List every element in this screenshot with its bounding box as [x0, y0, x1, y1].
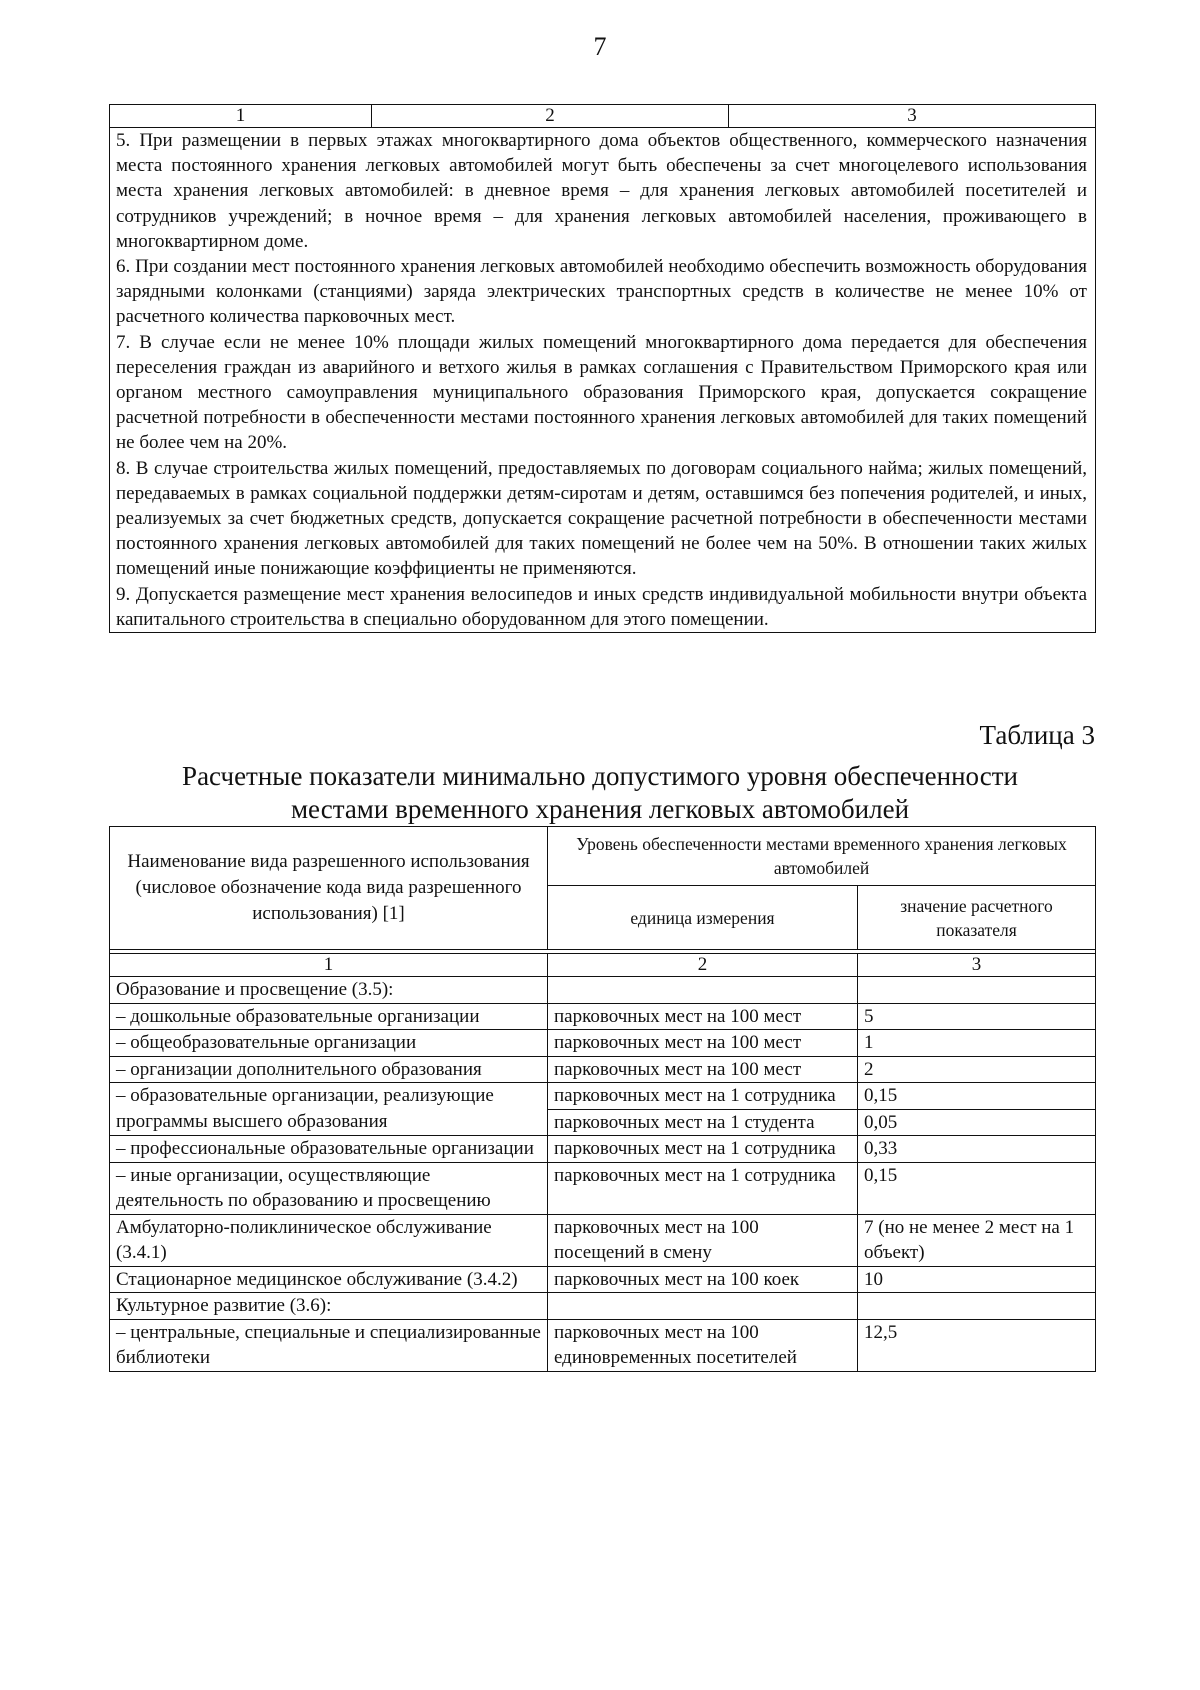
header-unit: единица измерения	[548, 886, 858, 950]
table-title-line-1: Расчетные показатели минимально допустимого уровня обеспеченности	[182, 761, 1018, 791]
row-unit: парковочных мест на 1 сотрудника	[548, 1083, 858, 1110]
row-value: 1	[858, 1030, 1096, 1057]
row-name: – образовательные организации, реализующие программы высшего образования	[110, 1083, 548, 1136]
table-row	[110, 1214, 1096, 1266]
row-name: – профессиональные образовательные организации	[110, 1136, 548, 1163]
header-provision-level: Уровень обеспеченности местами временного хранения легковых автомобилей	[548, 827, 1096, 886]
row-value	[858, 977, 1096, 1004]
row-value	[858, 1293, 1096, 1320]
note-8: 8. В случае строительства жилых помещений, предоставляемых по договорам социального найма; жилых помещений, передаваемых в рамках социальной поддержки детям-сиротам и детям, оставшимся без попечения родителей, и иных, реализуемых за счет бюджетных средств, допускается сокращение расчетной потребности в обеспеченности местами постоянного хранения легковых автомобилей для таких помещений не более чем на 50%. В отношении таких жилых помещений иные понижающие коэффициенты не применяются.	[116, 457, 1087, 580]
column-number-row	[110, 105, 1096, 128]
row-value: 2	[858, 1056, 1096, 1083]
row-name: Амбулаторно-поликлиническое обслуживание (3.4.1)	[110, 1214, 548, 1266]
row-value: 0,05	[858, 1109, 1096, 1136]
table-row	[110, 1266, 1096, 1293]
column-number-row	[110, 954, 1096, 977]
row-unit: парковочных мест на 1 сотрудника	[548, 1136, 858, 1163]
parking-table	[109, 826, 1096, 1372]
table-row	[110, 977, 1096, 1004]
header-use-type: Наименование вида разрешенного использования (числовое обозначение кода вида разрешенного использования) [1]	[110, 827, 548, 950]
notes-row	[110, 128, 1096, 633]
note-9: 9. Допускается размещение мест хранения велосипедов и иных средств индивидуальной мобильности внутри объекта капитального строительства в специально оборудованном для этого помещении.	[116, 583, 1087, 630]
row-value: 0,15	[858, 1083, 1096, 1110]
row-value: 12,5	[858, 1319, 1096, 1371]
table-row	[110, 1293, 1096, 1320]
table-title	[0, 760, 1200, 826]
col-number-3: 3	[729, 105, 1096, 128]
row-name: Культурное развитие (3.6):	[110, 1293, 548, 1320]
table-row	[110, 1162, 1096, 1214]
page-number: 7	[593, 32, 607, 61]
row-unit: парковочных мест на 100 коек	[548, 1266, 858, 1293]
row-value: 7 (но не менее 2 мест на 1 объект)	[858, 1214, 1096, 1266]
note-7: 7. В случае если не менее 10% площади жилых помещений многоквартирного дома передается для обеспечения переселения граждан из аварийного и ветхого жилья в рамках соглашения с Правительством Приморского края или органом местного самоуправления муниципального образования Приморского края, допускается сокращение расчетной потребности в обеспеченности местами постоянного хранения легковых автомобилей для таких помещений не более чем на 20%.	[116, 331, 1087, 454]
table-title-line-2: местами временного хранения легковых автомобилей	[290, 794, 910, 824]
table-row	[110, 1083, 1096, 1110]
header-row-1	[110, 827, 1096, 886]
note-5: 5. При размещении в первых этажах многоквартирного дома объектов общественного, коммерческого назначения места постоянного хранения легковых автомобилей могут быть обеспечены за счет многоцелевого использования места хранения легковых автомобилей: в дневное время – для хранения легковых автомобилей посетителей и сотрудников учреждений; в ночное время – для хранения легковых автомобилей населения, проживающего в многоквартирном доме.	[116, 130, 1087, 252]
table-row	[110, 1003, 1096, 1030]
row-unit: парковочных мест на 1 студента	[548, 1109, 858, 1136]
col-number-1: 1	[110, 105, 372, 128]
row-name: – дошкольные образовательные организации	[110, 1003, 548, 1030]
header-value: значение расчетного показателя	[858, 886, 1096, 950]
col-number-3: 3	[858, 954, 1096, 977]
notes-cell	[110, 128, 1096, 633]
table-row	[110, 1056, 1096, 1083]
col-number-2: 2	[372, 105, 729, 128]
row-unit	[548, 977, 858, 1004]
row-unit: парковочных мест на 100 мест	[548, 1003, 858, 1030]
row-name: Образование и просвещение (3.5):	[110, 977, 548, 1004]
row-unit: парковочных мест на 100 единовременных посетителей	[548, 1319, 858, 1371]
row-name: – центральные, специальные и специализированные библиотеки	[110, 1319, 548, 1371]
row-name: – организации дополнительного образования	[110, 1056, 548, 1083]
row-name: – иные организации, осуществляющие деятельность по образованию и просвещению	[110, 1162, 548, 1214]
col-number-2: 2	[548, 954, 858, 977]
row-unit: парковочных мест на 100 мест	[548, 1056, 858, 1083]
row-name: – общеобразовательные организации	[110, 1030, 548, 1057]
row-unit: парковочных мест на 1 сотрудника	[548, 1162, 858, 1214]
row-value: 10	[858, 1266, 1096, 1293]
row-unit: парковочных мест на 100 мест	[548, 1030, 858, 1057]
row-unit: парковочных мест на 100 посещений в смену	[548, 1214, 858, 1266]
row-value: 5	[858, 1003, 1096, 1030]
row-value: 0,33	[858, 1136, 1096, 1163]
table-label: Таблица 3	[979, 720, 1095, 750]
table-row	[110, 1319, 1096, 1371]
row-value: 0,15	[858, 1162, 1096, 1214]
col-number-1: 1	[110, 954, 548, 977]
table-row	[110, 1136, 1096, 1163]
table-row	[110, 1030, 1096, 1057]
continuation-table	[109, 104, 1096, 633]
note-6: 6. При создании мест постоянного хранения легковых автомобилей необходимо обеспечить возможность оборудования зарядными колонками (станциями) заряда электрических транспортных средств в количестве не менее 10% от расчетного количества парковочных мест.	[116, 256, 1087, 328]
row-name: Стационарное медицинское обслуживание (3.4.2)	[110, 1266, 548, 1293]
row-unit	[548, 1293, 858, 1320]
